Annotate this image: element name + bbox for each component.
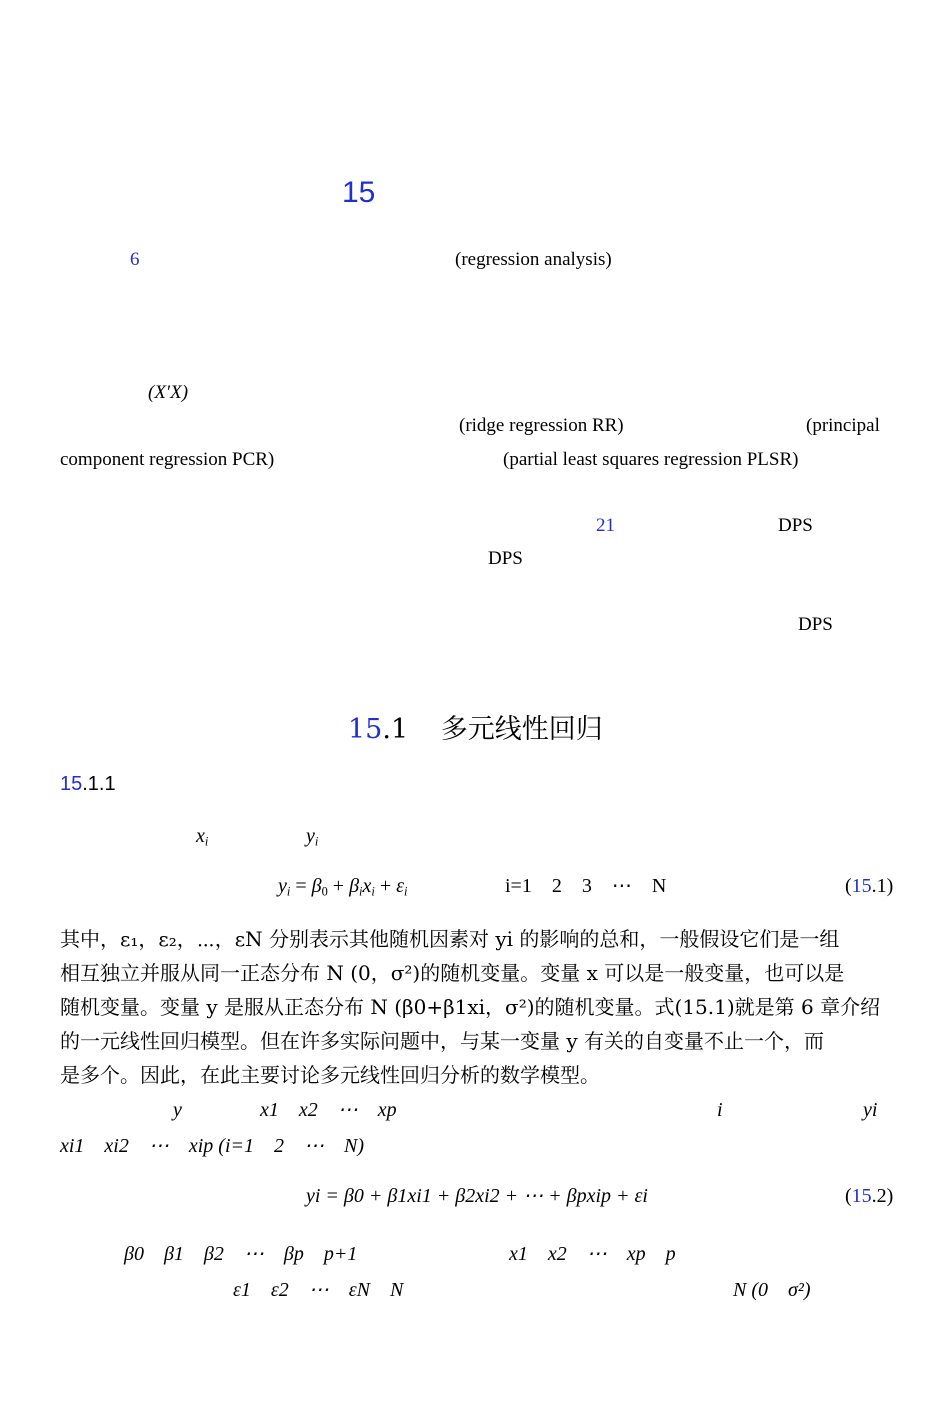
- regression-analysis-term: (regression analysis): [455, 249, 612, 270]
- paragraph-line: 是多个。因此，在此主要讨论多元线性回归分析的数学模型。: [60, 1063, 600, 1087]
- equation-15-1-label: (15.1): [845, 875, 894, 897]
- paragraph-line: 的一元线性回归模型。但在许多实际问题中，与某一变量 y 有关的自变量不止一个，而: [60, 1029, 825, 1053]
- xx-term: (X′X): [148, 382, 189, 403]
- section-number-rest: .1: [382, 714, 409, 745]
- chapter-ref-6: 6: [130, 249, 140, 270]
- section-heading: [348, 716, 603, 743]
- chapter-ref-21: 21: [596, 515, 615, 536]
- multi-var-xs: x1 x2 ⋯ xp: [260, 1099, 397, 1121]
- pcr-term: component regression PCR): [60, 449, 275, 470]
- section-number-blue: 15: [348, 714, 383, 745]
- subsection-number-blue: 15: [60, 773, 83, 795]
- subsection-number-rest: .1.1: [82, 773, 116, 795]
- params-normal: N (0 σ²): [733, 1279, 811, 1301]
- body-paragraph: [60, 922, 894, 1092]
- equation-15-2-label: (15.2): [845, 1185, 894, 1207]
- equation-15-1: $y_i = \beta_0 + \beta_ix_i + \varepsilon_i$: [278, 875, 408, 899]
- paragraph-line: 相互独立并服从同一正态分布 N (0，σ²)的随机变量。变量 x 可以是一般变量，也可以是: [60, 961, 845, 985]
- subsection-heading: [60, 774, 116, 794]
- multi-var-y: y: [173, 1099, 182, 1121]
- equation-15-1-index-range: i=1 2 3 ⋯ N: [505, 875, 667, 897]
- dps-text-3: DPS: [798, 614, 833, 635]
- params-eps: ε1 ε2 ⋯ εN N: [233, 1279, 404, 1301]
- chapter-number: 15: [342, 176, 376, 209]
- multi-var-yi: yi: [863, 1099, 878, 1121]
- params-betas: β0 β1 β2 ⋯ βp p+1: [124, 1243, 358, 1265]
- var-x: $x_i$: [196, 825, 209, 849]
- params-xs: x1 x2 ⋯ xp p: [509, 1243, 676, 1265]
- equation-15-2: yi = β0 + β1xi1 + β2xi2 + ⋯ + βpxip + εi: [306, 1185, 648, 1207]
- multi-var-i: i: [717, 1099, 723, 1121]
- section-title: 多元线性回归: [440, 714, 603, 745]
- plsr-term: (partial least squares regression PLSR): [503, 449, 799, 470]
- paragraph-line: 其中，ε₁，ε₂，⋯，εN 分别表示其他随机因素对 yi 的影响的总和，一般假设它们是一组: [60, 927, 840, 951]
- dps-text-2: DPS: [488, 548, 523, 569]
- principal-term: (principal: [806, 415, 880, 436]
- var-y: $y_i$: [306, 825, 319, 849]
- dps-text-1: DPS: [778, 515, 813, 536]
- ridge-regression-term: (ridge regression RR): [459, 415, 624, 436]
- paragraph-line: 随机变量。变量 y 是服从正态分布 N (β0+β1xi，σ²)的随机变量。式(15.1)就是第 6 章介绍: [60, 995, 881, 1019]
- multi-var-xi-list: xi1 xi2 ⋯ xip (i=1 2 ⋯ N): [60, 1135, 365, 1157]
